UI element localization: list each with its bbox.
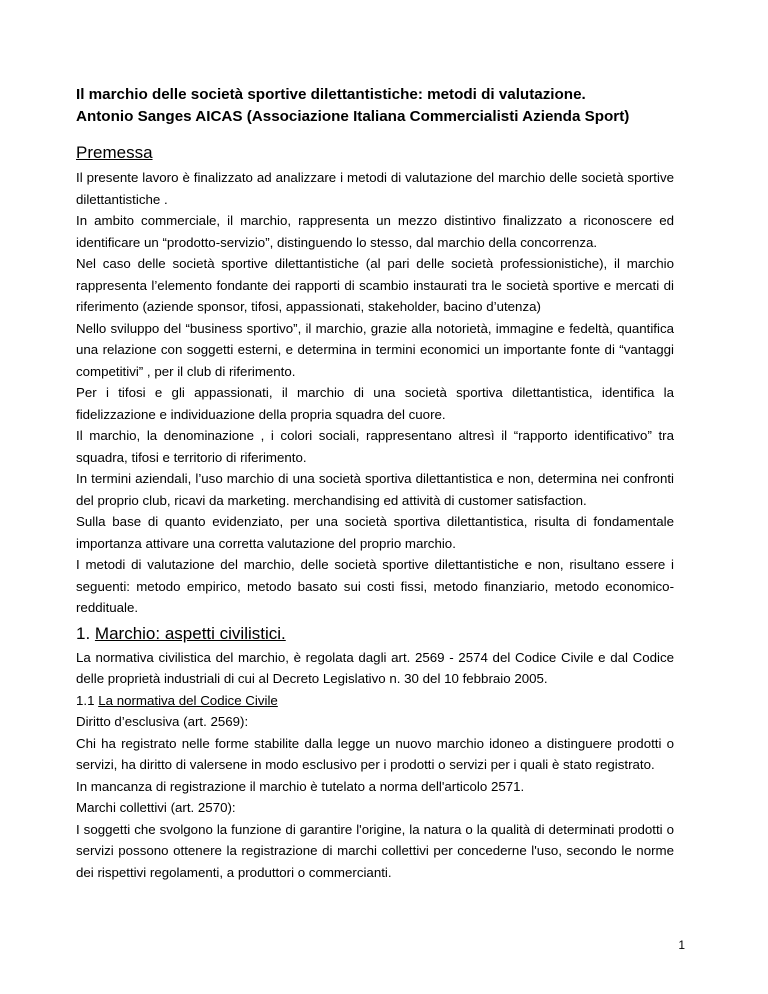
section-1-paragraph: Marchi collettivi (art. 2570): [76,800,236,815]
premessa-body [76,167,674,619]
section-1-number: 1. [76,623,91,643]
document-title [76,84,674,128]
section-1-heading [76,621,674,647]
premessa-paragraph: Sulla base di quanto evidenziato, per una società sportiva dilettantistica, risulta di fondamentale importanza attivare una corretta valutazione del proprio marchio. [76,514,674,551]
premessa-paragraph: Il presente lavoro è finalizzato ad analizzare i metodi di valutazione del marchio delle società sportive dilettantistiche . [76,170,674,207]
title-line-1: Il marchio delle società sportive dilettantistiche: metodi di valutazione. [76,86,586,103]
section-1-intro: La normativa civilistica del marchio, è regolata dagli art. 2569 - 2574 del Codice Civile e dal Codice delle proprietà industriali di cui al Decreto Legislativo n. 30 del 10 febbraio 2005. [76,649,674,686]
premessa-paragraph: In ambito commerciale, il marchio, rappresenta un mezzo distintivo finalizzato a riconoscere ed identificare un “prodotto-servizio”, distinguendo lo stesso, dal marchio della concorrenza. [76,213,674,250]
premessa-paragraph: In termini aziendali, l’uso marchio di una società sportiva dilettantistica e non, determina nei confronti del proprio club, ricavi da marketing. merchandising ed attività di customer satisfaction. [76,471,674,508]
premessa-paragraph: Per i tifosi e gli appassionati, il marchio di una società sportiva dilettantistica, identifica la fidelizzazione e individuazione della propria squadra del cuore. [76,385,674,422]
subsection-1-1-number: 1.1 [76,692,95,708]
premessa-paragraph: Il marchio, la denominazione , i colori sociali, rappresentano altresì il “rapporto identificativo” tra squadra, tifosi e territorio di riferimento. [76,428,674,465]
section-1-paragraph: Chi ha registrato nelle forme stabilite dalla legge un nuovo marchio idoneo a distinguere prodotti o servizi, ha diritto di valersene in modo esclusivo per i prodotti o servizi per i quali è stato registrato. [76,735,674,772]
page-number: 1 [678,938,685,952]
section-1-title: Marchio: aspetti civilistici. [94,623,286,643]
title-line-2: Antonio Sanges AICAS (Associazione Italiana Commercialisti Azienda Sport) [76,108,630,125]
premessa-heading: Premessa [76,143,153,162]
section-1-paragraph: In mancanza di registrazione il marchio è tutelato a norma dell'articolo 2571. [76,778,525,794]
section-1-body [76,711,674,883]
subsection-1-1-title: La normativa del Codice Civile [98,692,278,708]
premessa-paragraph: Nello sviluppo del “business sportivo”, il marchio, grazie alla notorietà, immagine e fedeltà, quantifica una relazione con soggetti esterni, e determina in termini economici un importante fonte di “vantaggi competitivi” , per il club di riferimento. [76,320,674,379]
subsection-1-1-heading [76,690,674,712]
section-1-paragraph: I soggetti che svolgono la funzione di garantire l'origine, la natura o la qualità di determinati prodotti o servizi possono ottenere la registrazione di marchi collettivi per concederne l'uso, secondo le norme dei rispettivi regolamenti, a produttori o commercianti. [76,821,674,880]
section-1-paragraph: Diritto d’esclusiva (art. 2569): [76,714,249,729]
premessa-paragraph: Nel caso delle società sportive dilettantistiche (al pari delle società professionistiche), il marchio rappresenta l’elemento fondante dei rapporti di scambio instaurati tra le società sportive e mercati di riferimento (aziende sponsor, tifosi, appassionati, stakeholder, bacino d’utenza) [76,256,674,314]
premessa-paragraph: I metodi di valutazione del marchio, delle società sportive dilettantistiche e non, risultano essere i seguenti: metodo empirico, metodo basato sui costi fissi, metodo finanziario, metodo economico-reddituale. [76,557,674,615]
